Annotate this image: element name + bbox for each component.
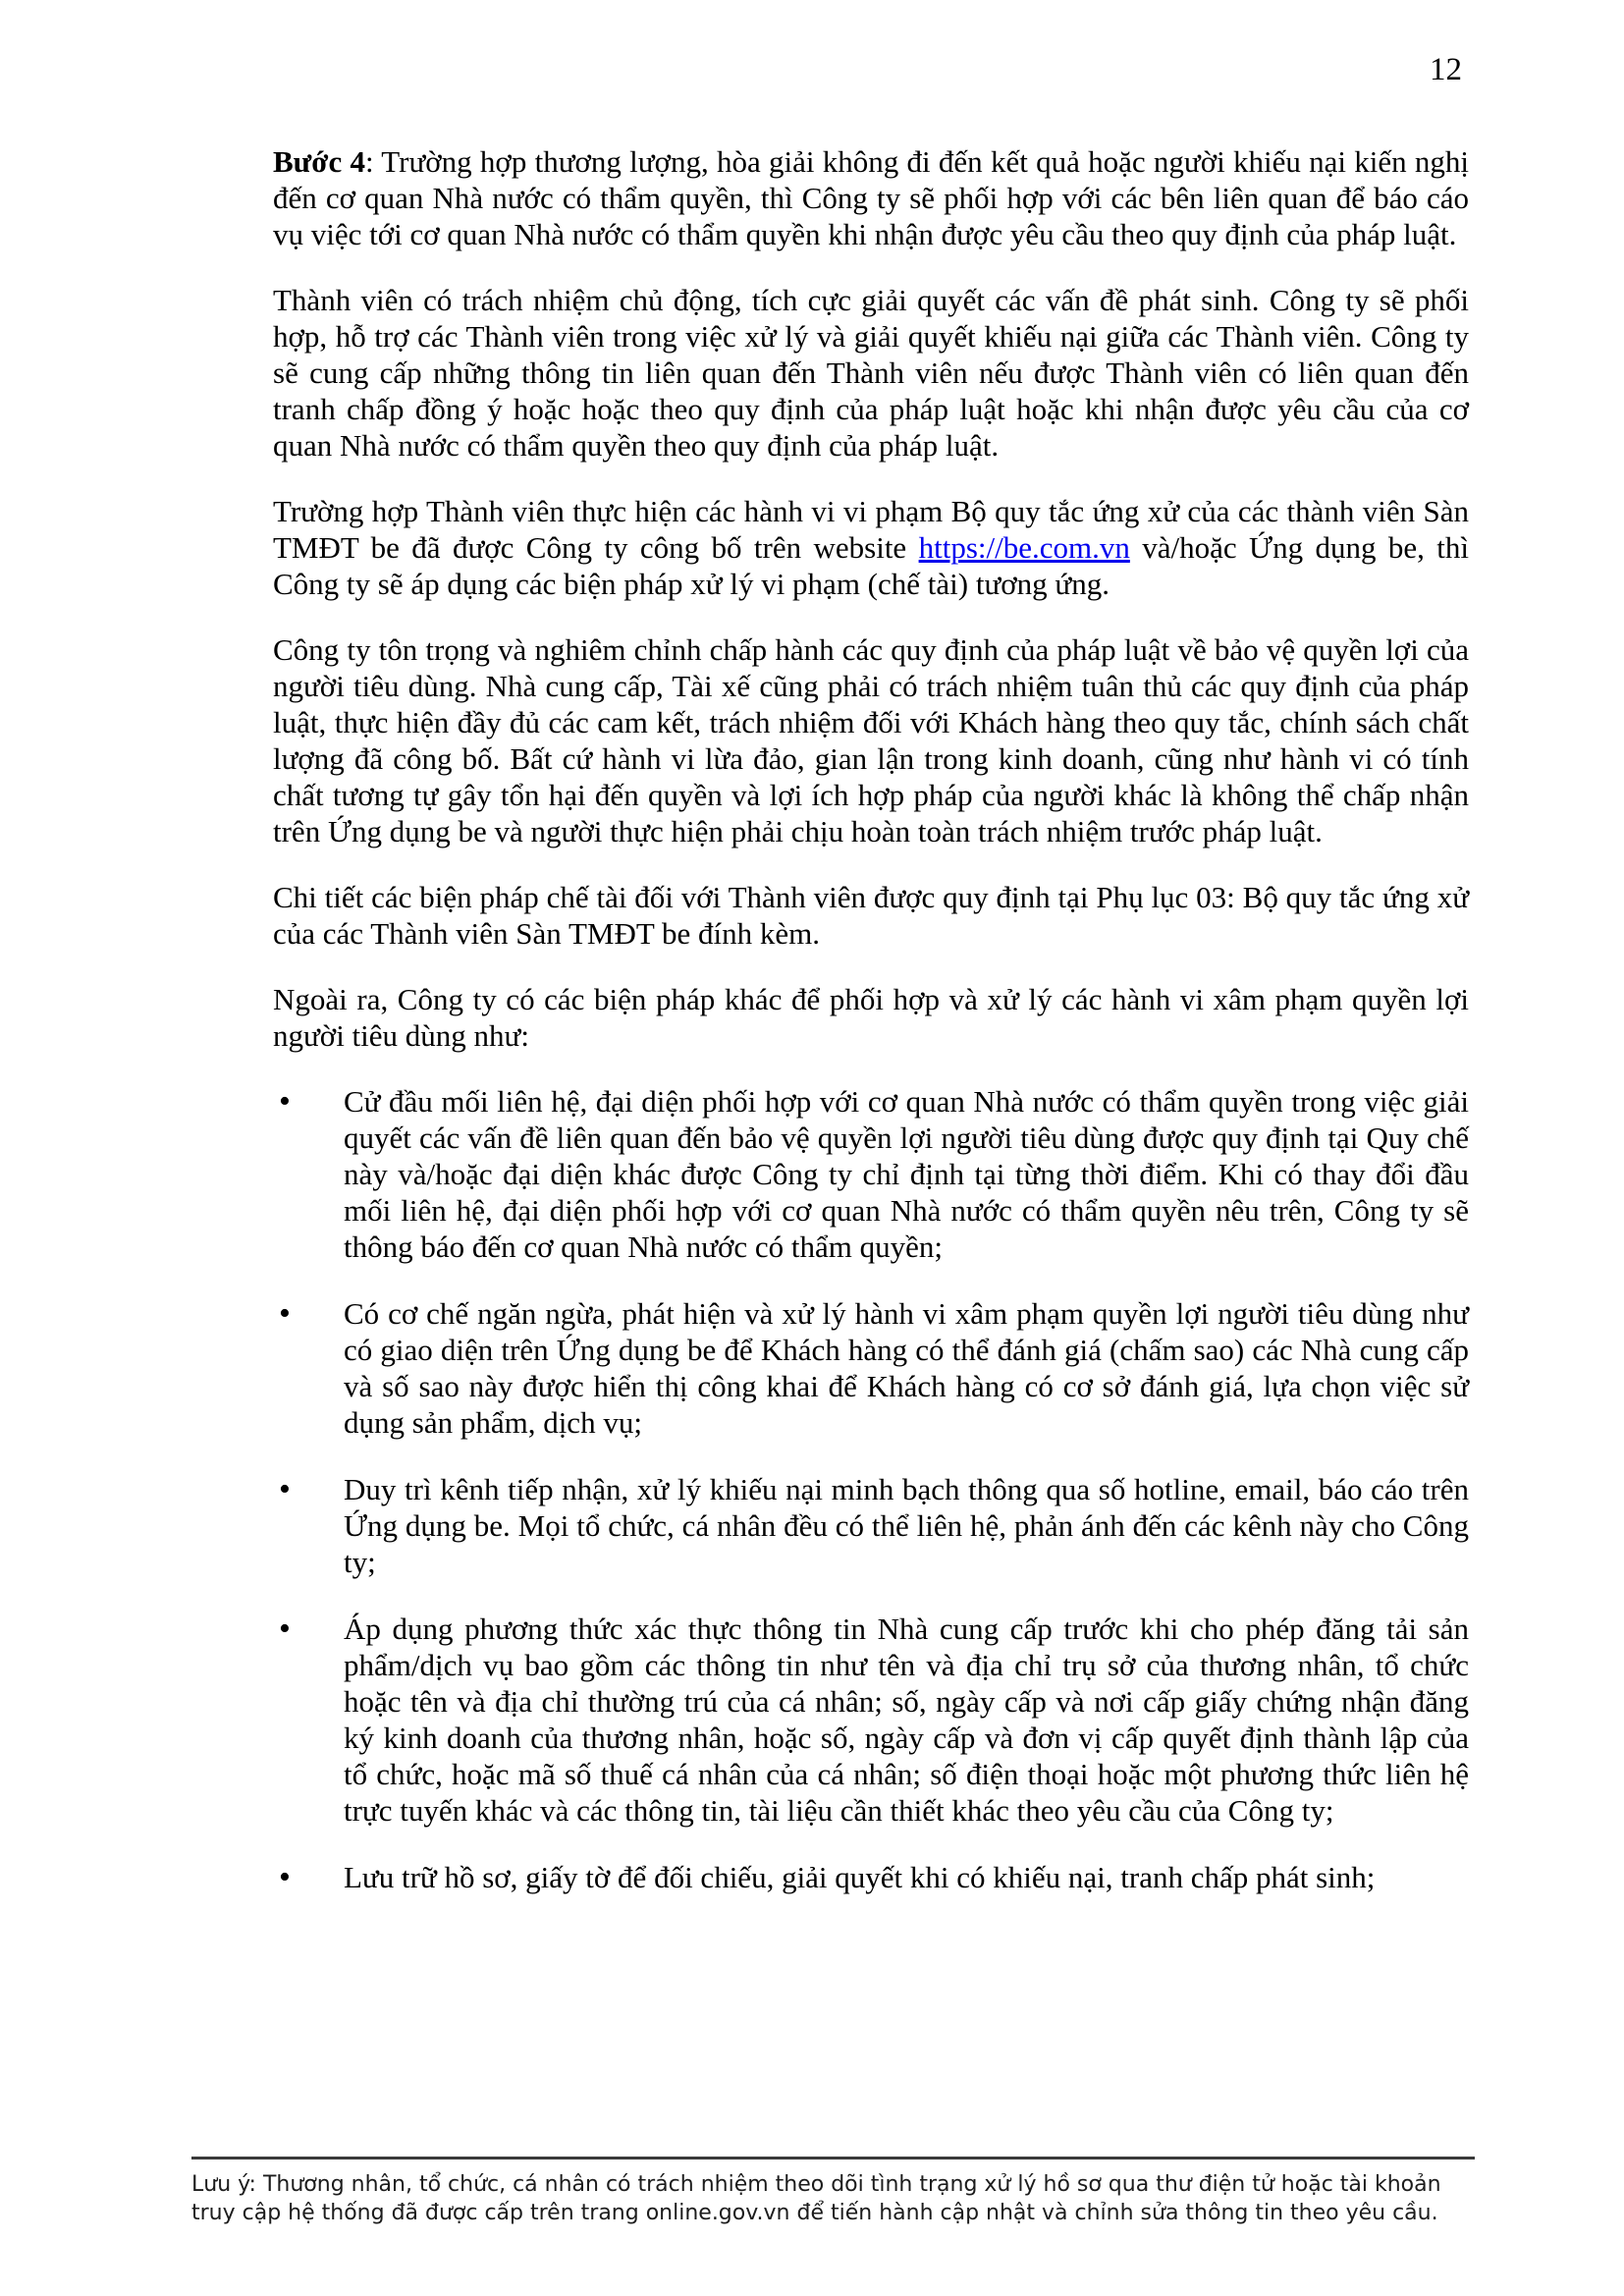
- list-item-verification-method: • Áp dụng phương thức xác thực thông tin Nhà cung cấp trước khi cho phép đăng tải sản phẩm/dịch vụ bao gồm các thông tin như tên và địa chỉ trụ sở của thương nhân, tổ chức hoặc tên và địa chỉ thường trú của cá nhân; số, ngày cấp và nơi cấp giấy chứng nhận đăng ký kinh doanh của thương nhân, hoặc số, ngày cấp và đơn vị cấp quyết định thành lập của tổ chức, hoặc mã số thuế cá nhân của cá nhân; số điện thoại hoặc một phương thức liên hệ trực tuyến khác và các thông tin, tài liệu cần thiết khác theo yêu cầu của Công ty;: [273, 1611, 1469, 1829]
- paragraph-other-measures-intro: Ngoài ra, Công ty có các biện pháp khác để phối hợp và xử lý các hành vi xâm phạm quyền lợi người tiêu dùng như:: [273, 982, 1469, 1053]
- paragraph-consumer-protection: Công ty tôn trọng và nghiêm chỉnh chấp hành các quy định của pháp luật về bảo vệ quyền lợi của người tiêu dùng. Nhà cung cấp, Tài xế cũng phải có trách nhiệm tuân thủ các quy định của pháp luật, thực hiện đầy đủ các cam kết, trách nhiệm đối với Khách hàng theo quy tắc, chính sách chất lượng đã công bố. Bất cứ hành vi lừa đảo, gian lận trong kinh doanh, cũng như hành vi có tính chất tương tự gây tổn hại đến quyền và lợi ích hợp pháp của người khác là không thể chấp nhận trên Ứng dụng be và người thực hiện phải chịu hoàn toàn trách nhiệm trước pháp luật.: [273, 632, 1469, 848]
- step4-label: Bước 4: [273, 144, 365, 179]
- step4-text: : Trường hợp thương lượng, hòa giải không đi đến kết quả hoặc người khiếu nại kiến nghị đến cơ quan Nhà nước có thẩm quyền, thì Công ty sẽ phối hợp với các bên liên quan để báo cáo vụ việc tới cơ quan Nhà nước có thẩm quyền khi nhận được yêu cầu theo quy định của pháp luật.: [273, 144, 1469, 251]
- paragraph-violation: [273, 493, 1469, 602]
- list-item-complaint-channels: • Duy trì kênh tiếp nhận, xử lý khiếu nại minh bạch thông qua số hotline, email, báo cáo trên Ứng dụng be. Mọi tổ chức, cá nhân đều có thể liên hệ, phản ánh đến các kênh này cho Công ty;: [273, 1471, 1469, 1580]
- paragraph-step4: [273, 143, 1469, 252]
- violation-text-after-link: và/hoặc Ứng dụng be, thì Công ty sẽ áp dụng các biện pháp xử lý vi phạm (chế tài) tương ứng.: [273, 530, 1469, 601]
- page-number: 12: [1430, 52, 1462, 87]
- document-body: [273, 143, 1469, 1926]
- be-website-link[interactable]: https://be.com.vn: [918, 530, 1130, 565]
- list-item-record-keeping: • Lưu trữ hồ sơ, giấy tờ để đối chiếu, giải quyết khi có khiếu nại, tranh chấp phát sinh;: [273, 1859, 1469, 1895]
- list-item-prevention-mechanism: • Có cơ chế ngăn ngừa, phát hiện và xử lý hành vi xâm phạm quyền lợi người tiêu dùng như có giao diện trên Ứng dụng be để Khách hàng có thể đánh giá (chấm sao) các Nhà cung cấp và số sao này được hiển thị công khai để Khách hàng có cơ sở đánh giá, lựa chọn việc sử dụng sản phẩm, dịch vụ;: [273, 1295, 1469, 1441]
- violation-text-before-link: Trường hợp Thành viên thực hiện các hành vi vi phạm Bộ quy tắc ứng xử của các thành viên Sàn TMĐT be đã được Công ty công bố trên website: [273, 494, 1469, 565]
- footnote: Lưu ý: Thương nhân, tổ chức, cá nhân có trách nhiệm theo dõi tình trạng xử lý hồ sơ qua thư điện tử hoặc tài khoản truy cập hệ thống đã được cấp trên trang online.gov.vn để tiến hành cập nhật và chỉnh sửa thông tin theo yêu cầu.: [191, 2157, 1475, 2227]
- paragraph-sanction-details: Chi tiết các biện pháp chế tài đối với Thành viên được quy định tại Phụ lục 03: Bộ quy tắc ứng xử của các Thành viên Sàn TMĐT be đính kèm.: [273, 880, 1469, 951]
- paragraph-member-responsibility: Thành viên có trách nhiệm chủ động, tích cực giải quyết các vấn đề phát sinh. Công ty sẽ phối hợp, hỗ trợ các Thành viên trong việc xử lý và giải quyết khiếu nại giữa các Thành viên. Công ty sẽ cung cấp những thông tin liên quan đến Thành viên nếu được Thành viên có liên quan đến tranh chấp đồng ý hoặc hoặc theo quy định của pháp luật hoặc khi nhận được yêu cầu của cơ quan Nhà nước có thẩm quyền theo quy định của pháp luật.: [273, 283, 1469, 463]
- list-item-contact-point: • Cử đầu mối liên hệ, đại diện phối hợp với cơ quan Nhà nước có thẩm quyền trong việc giải quyết các vấn đề liên quan đến bảo vệ quyền lợi người tiêu dùng được quy định tại Quy chế này và/hoặc đại diện khác được Công ty chỉ định tại từng thời điểm. Khi có thay đổi đầu mối liên hệ, đại diện phối hợp với cơ quan Nhà nước có thẩm quyền nêu trên, Công ty sẽ thông báo đến cơ quan Nhà nước có thẩm quyền;: [273, 1083, 1469, 1265]
- measures-list: [273, 1083, 1469, 1895]
